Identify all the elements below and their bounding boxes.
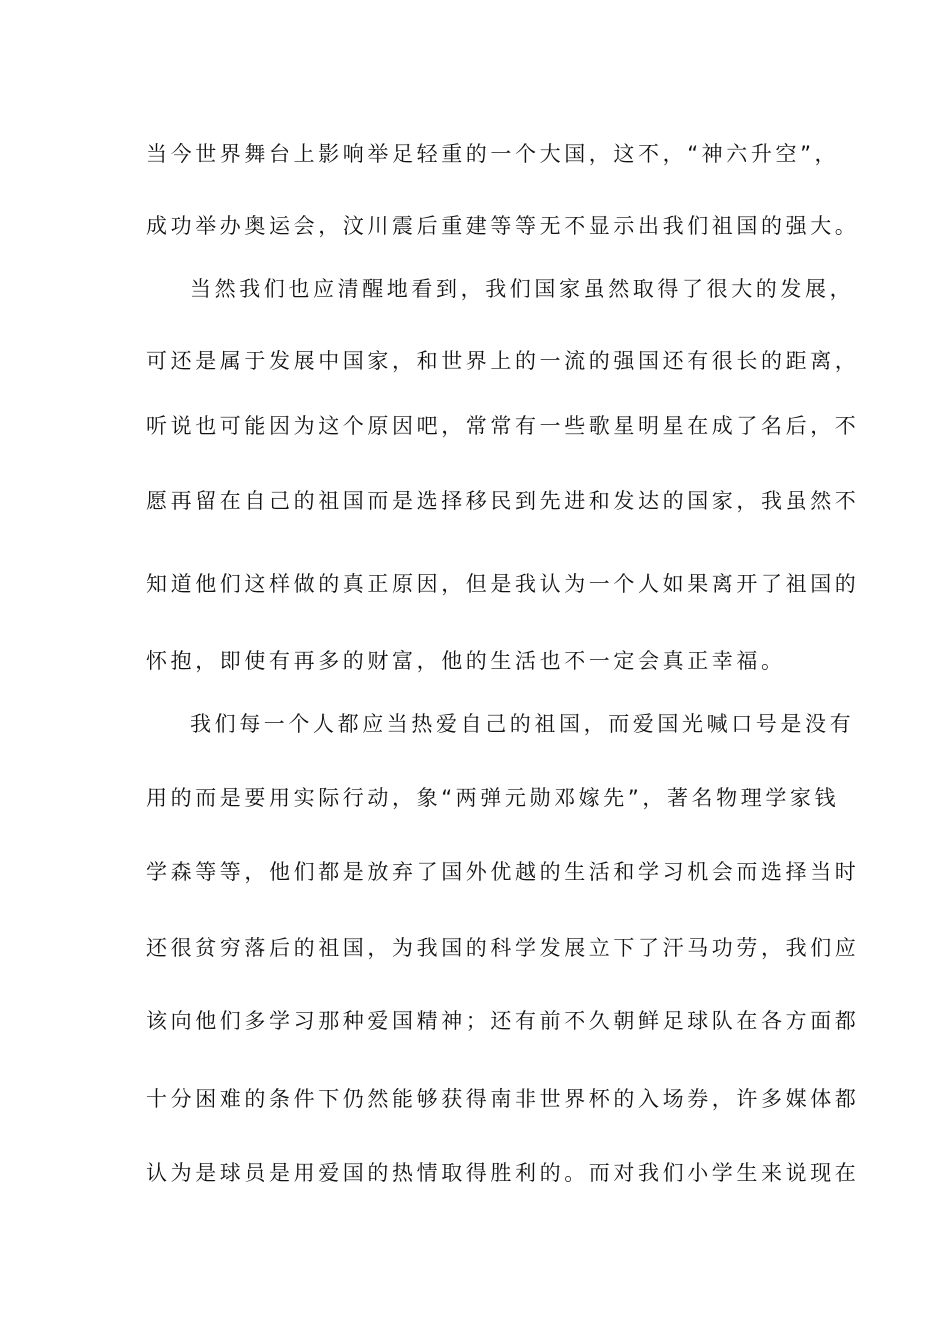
text-line: 认为是球员是用爱国的热情取得胜利的。而对我们小学生来说现在 (146, 1161, 860, 1185)
text-line: 学森等等，他们都是放弃了国外优越的生活和学习机会而选择当时 (146, 860, 860, 884)
text-line: 用的而是要用实际行动，象“两弹元勋邓嫁先”，著名物理学家钱 (146, 786, 840, 810)
text-line: 听说也可能因为这个原因吧，常常有一些歌星明星在成了名后，不 (146, 414, 860, 438)
text-line: 成功举办奥运会，汶川震后重建等等无不显示出我们祖国的强大。 (146, 214, 860, 238)
text-line: 该向他们多学习那种爱国精神；还有前不久朝鲜足球队在各方面都 (146, 1009, 860, 1033)
paragraph-first-line: 我们每一个人都应当热爱自己的祖国，而爱国光喊口号是没有 (190, 712, 855, 736)
text-line: 十分困难的条件下仍然能够获得南非世界杯的入场券，许多媒体都 (146, 1087, 860, 1111)
text-line: 可还是属于发展中国家，和世界上的一流的强国还有很长的距离， (146, 349, 860, 373)
text-line: 怀抱，即使有再多的财富，他的生活也不一定会真正幸福。 (146, 649, 786, 673)
text-line: 还很贫穷落后的祖国，为我国的科学发展立下了汗马功劳，我们应 (146, 936, 860, 960)
paragraph-first-line: 当然我们也应清醒地看到，我们国家虽然取得了很大的发展， (190, 277, 855, 301)
text-line: 愿再留在自己的祖国而是选择移民到先进和发达的国家，我虽然不 (146, 489, 860, 513)
text-line: 当今世界舞台上影响举足轻重的一个大国，这不，“神六升空”， (146, 142, 840, 166)
text-line: 知道他们这样做的真正原因，但是我认为一个人如果离开了祖国的 (146, 572, 860, 596)
